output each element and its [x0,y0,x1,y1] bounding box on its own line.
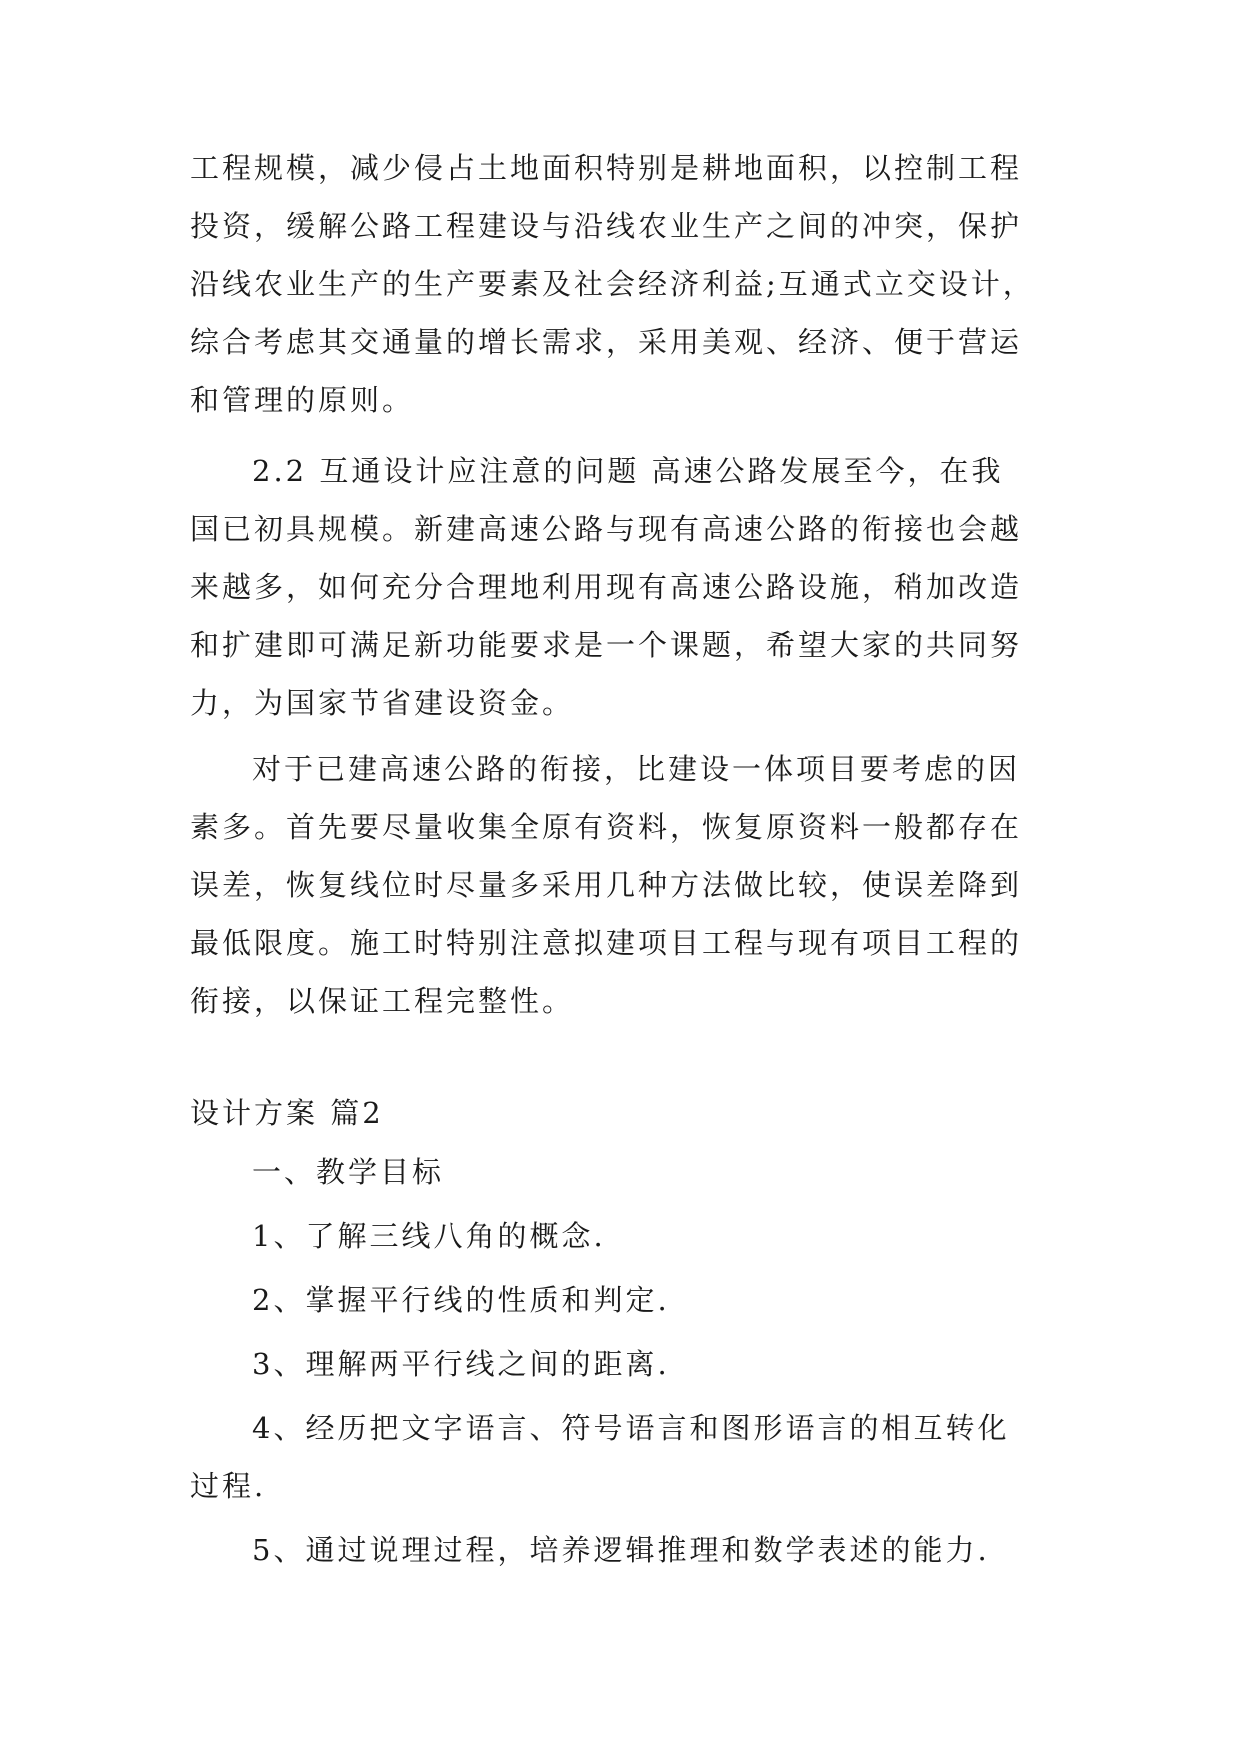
paragraph-line: 2.2 互通设计应注意的问题 高速公路发展至今，在我 [252,454,1004,488]
paragraph-line: 综合考虑其交通量的增长需求，采用美观、经济、便于营运 [190,325,1023,359]
paragraph-line: 国已初具规模。新建高速公路与现有高速公路的衔接也会越 [190,512,1023,546]
paragraph-line: 对于已建高速公路的衔接，比建设一体项目要考虑的因 [252,752,1021,786]
objective-item: 3、理解两平行线之间的距离. [252,1347,670,1381]
objective-item: 1、了解三线八角的概念. [252,1219,606,1253]
paragraph-line: 素多。首先要尽量收集全原有资料，恢复原资料一般都存在 [190,810,1023,844]
paragraph-line: 力，为国家节省建设资金。 [190,686,575,720]
objective-item: 4、经历把文字语言、符号语言和图形语言的相互转化 [252,1411,1010,1445]
paragraph-line: 沿线农业生产的生产要素及社会经济利益;互通式立交设计， [190,267,1035,301]
section-heading: 设计方案 篇2 [190,1096,384,1130]
objective-item: 5、通过说理过程，培养逻辑推理和数学表述的能力. [252,1533,990,1567]
paragraph-line: 来越多，如何充分合理地利用现有高速公路设施，稍加改造 [190,570,1023,604]
paragraph-line: 和扩建即可满足新功能要求是一个课题，希望大家的共同努 [190,628,1023,662]
paragraph-line: 衔接，以保证工程完整性。 [190,984,575,1018]
paragraph-line: 投资，缓解公路工程建设与沿线农业生产之间的冲突，保护 [190,209,1023,243]
paragraph-line: 误差，恢复线位时尽量多采用几种方法做比较，使误差降到 [190,868,1023,902]
paragraph-line: 最低限度。施工时特别注意拟建项目工程与现有项目工程的 [190,926,1023,960]
objective-item: 2、掌握平行线的性质和判定. [252,1283,670,1317]
paragraph-line: 和管理的原则。 [190,383,415,417]
paragraph-line: 工程规模，减少侵占土地面积特别是耕地面积，以控制工程 [190,151,1023,185]
objective-item-continued: 过程. [190,1469,267,1503]
objectives-title: 一、教学目标 [252,1155,445,1189]
